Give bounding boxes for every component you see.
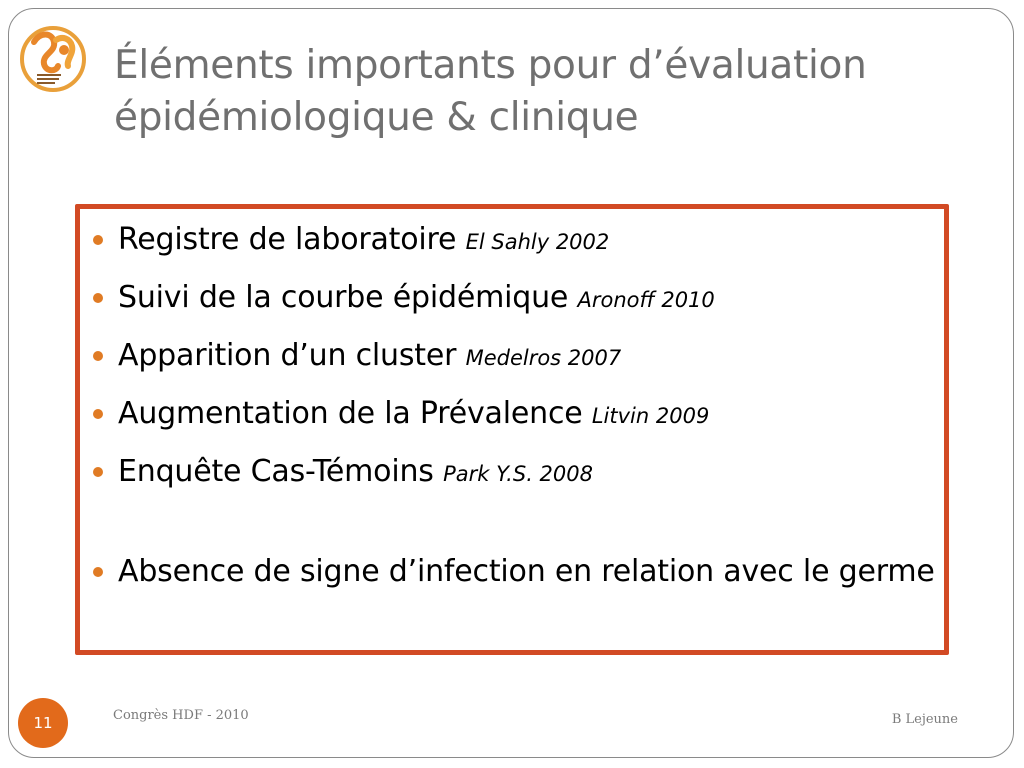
title-line-1: Éléments importants pour d’évaluation (114, 43, 867, 88)
bullet-item (80, 335, 944, 379)
content-box (75, 204, 949, 655)
bullet-dot-icon (93, 467, 103, 477)
bullet-item (80, 219, 944, 263)
bullet-dot-icon (93, 235, 103, 245)
bullet-reference: Aronoff 2010 (577, 288, 715, 312)
bullet-item (80, 451, 944, 495)
conference-logo-icon (18, 22, 88, 94)
page-number-badge: 11 (18, 698, 68, 748)
bullet-reference: Park Y.S. 2008 (443, 462, 593, 486)
footer-event-text: Congrès HDF - 2010 (113, 708, 249, 723)
bullet-text: Absence de signe d’infection en relation avec le germe (118, 554, 935, 589)
footer-author-text: B Lejeune (891, 712, 958, 727)
bullet-reference: Litvin 2009 (591, 404, 710, 428)
bullet-list (80, 219, 944, 607)
slide-title (114, 40, 974, 144)
bullet-text: Apparition d’un cluster (118, 338, 457, 373)
title-line-2: épidémiologique & clinique (114, 95, 639, 140)
bullet-dot-icon (93, 351, 103, 361)
bullet-item (80, 551, 944, 593)
bullet-text: Registre de laboratoire (118, 222, 457, 257)
bullet-dot-icon (93, 567, 103, 577)
bullet-dot-icon (93, 409, 103, 419)
bullet-text: Enquête Cas-Témoins (118, 454, 434, 489)
bullet-item (80, 393, 944, 437)
bullet-reference: Medelros 2007 (465, 346, 622, 370)
bullet-text: Augmentation de la Prévalence (118, 396, 583, 431)
bullet-text: Suivi de la courbe épidémique (118, 280, 569, 315)
bullet-item (80, 277, 944, 321)
bullet-dot-icon (93, 293, 103, 303)
bullet-reference: El Sahly 2002 (465, 230, 610, 254)
